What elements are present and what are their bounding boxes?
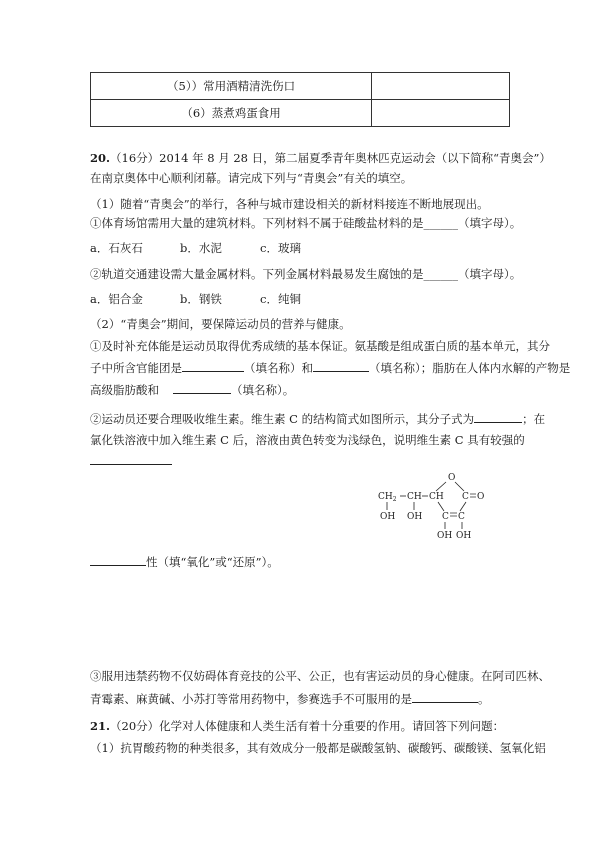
table-row: [91, 73, 510, 100]
table-cell-answer: [372, 100, 510, 127]
part1-question1-option-c: c．玻璃: [260, 241, 301, 255]
hydroxyl-label: OH: [380, 512, 396, 522]
part1-question1-option-a: a．石灰石: [90, 241, 143, 255]
blank-field: [412, 690, 478, 703]
hydroxyl-label: OH: [456, 531, 472, 540]
question-21-part1: （1）抗胃酸药物的种类很多，其有效成分一般都是碳酸氢钠、碳酸钙、碳酸镁、氢氧化铝: [90, 741, 546, 755]
hydroxyl-label: OH: [407, 512, 423, 522]
question-21-intro: 21.（20分）化学对人体健康和人类生活有着十分重要的作用。请回答下列问题：: [90, 719, 505, 733]
ch-b-label: CH: [429, 492, 444, 502]
question-20-number: 20.: [90, 151, 111, 165]
vitamin-c-structure-diagram: [376, 468, 496, 540]
carbonyl-c-label: C: [462, 492, 469, 502]
blank-field: [173, 381, 231, 394]
table-cell-label: （6）蒸煮鸡蛋食用: [91, 100, 372, 127]
part1-intro: （1）随着“青奥会”的举行，各种与城市建设相关的新材料接连不断地展现出。: [90, 197, 489, 211]
question-20-intro-line2: 在南京奥体中心顺利闭幕。请完成下列与“青奥会”有关的填空。: [90, 171, 413, 185]
part2-question2-line2: 氯化铁溶液中加入维生素 C 后，溶液由黄色转变为浅绿色，说明维生素 C 具有较强的: [90, 433, 525, 447]
carbonyl-o-label: O: [477, 492, 485, 502]
part2-question1-line3: 高级脂肪酸和 （填名称）。: [90, 383, 295, 397]
part1-question2-option-b: b．钢铁: [180, 292, 222, 306]
part2-question1-line2: 子中所含官能团是 （填名称）和 （填名称）；脂肪在人体内水解的产物是: [90, 361, 571, 375]
blank-field: [474, 410, 522, 423]
ring-c-right-label: C: [458, 512, 465, 522]
blank-field: [90, 452, 172, 465]
hydroxyl-label: OH: [437, 531, 453, 540]
answer-table: [90, 72, 510, 127]
part1-question1-option-b: b．水泥: [180, 241, 222, 255]
part2-question3-line2: 青霉素、麻黄碱、小苏打等常用药物中，参赛选手不可服用的是 。: [90, 692, 490, 706]
blank-field: [313, 359, 369, 372]
question-21-number: 21.: [90, 719, 111, 733]
table-cell-label: （5））常用酒精清洗伤口: [91, 73, 372, 100]
part1-question2-option-c: c．纯铜: [260, 292, 301, 306]
part2-intro: （2）“青奥会”期间，要保障运动员的营养与健康。: [90, 317, 351, 331]
ch2-label: $CH_2$: [378, 492, 397, 503]
table-cell-answer: [372, 73, 510, 100]
part2-question1-line1: ①及时补充体能是运动员取得优秀成绩的基本保证。氨基酸是组成蛋白质的基本单元，其分: [90, 339, 550, 353]
part2-question3-line1: ③服用违禁药物不仅妨碍体育竞技的公平、公正，也有害运动员的身心健康。在阿司匹林、: [90, 669, 550, 683]
part1-question2-option-a: a．铝合金: [90, 292, 143, 306]
part1-question2: ②轨道交通建设需大量金属材料。下列金属材料最易发生腐蚀的是______（填字母）。: [90, 267, 522, 281]
part2-question2-line1: ②运动员还要合理吸收维生素。维生素 C 的结构简式如图所示，其分子式为 ；在: [90, 412, 546, 426]
table-row: [91, 100, 510, 127]
blank-field: [90, 553, 146, 566]
blank-field: [182, 359, 244, 372]
ring-c-left-label: C: [442, 512, 449, 522]
ring-oxygen-label: O: [448, 473, 456, 483]
question-20-intro: 20.（16分）2014 年 8 月 28 日，第二届夏季青年奥林匹克运动会（以下简称“青奥会”）: [90, 151, 551, 165]
part2-question2-line4: 性（填“氧化”或“还原”）。: [90, 553, 279, 570]
part2-question2-line3: [90, 452, 172, 469]
ch-a-label: CH: [407, 492, 422, 502]
part1-question1: ①体育场馆需用大量的建筑材料。下列材料不属于硅酸盐材料的是______（填字母）。: [90, 216, 522, 230]
